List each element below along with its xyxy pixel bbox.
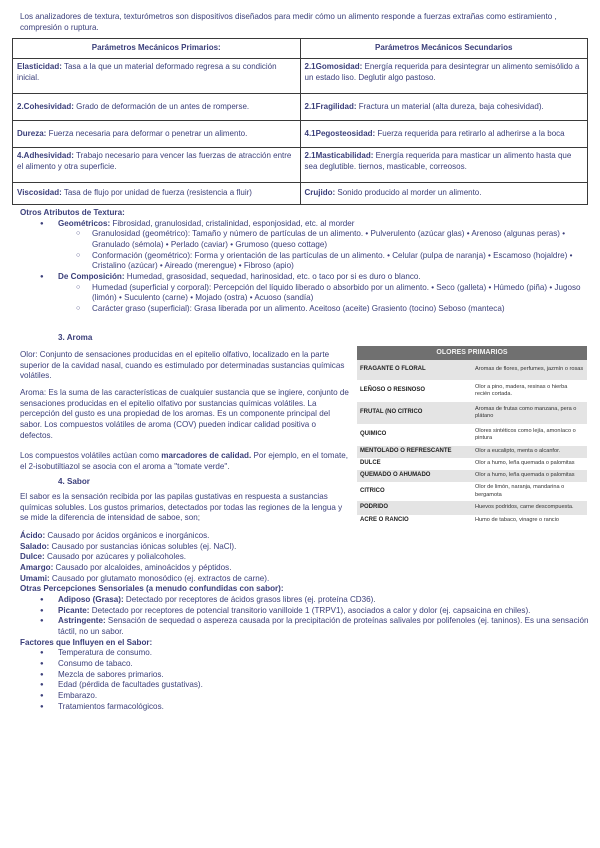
term: Amargo: [20, 563, 54, 573]
odor-category: DULCE [357, 458, 472, 470]
list-item [20, 563, 590, 574]
odor-category: ACRE O RANCIO [357, 515, 472, 527]
table-cell [300, 121, 588, 148]
olor-paragraph: Olor: Conjunto de sensaciones producidas en el epitelio olfativo, localizado en la parte superior de la cavidad nasal, cuando es estimulado por determinadas sustancias químicas volátiles. [20, 350, 345, 381]
term: Dulce: [20, 552, 45, 562]
term: Salado: [20, 541, 50, 551]
term: 4.Adhesividad: [17, 151, 74, 160]
table-cell [300, 183, 588, 205]
odor-category: PODRIDO [357, 501, 472, 515]
term: 4.1Pegosteosidad: [304, 128, 376, 138]
table-cell [13, 59, 301, 94]
section-title: Factores que Influyen en el Sabor: [20, 637, 153, 647]
list-item [20, 595, 590, 606]
odor-description: Olor a eucalipto, menta o alcanfor. [472, 446, 587, 458]
definition: Energía requerida para masticar un alimento hasta que sea deglutible. tiernos, masticable, correosos. [304, 151, 572, 171]
table-row [357, 482, 587, 501]
list-item: ● Mezcla de sabores primarios. [20, 670, 590, 681]
table-row [357, 470, 587, 482]
term: Ácido: [20, 531, 46, 540]
definition: Fuerza requerida para retirarlo al adherirse a la boca [375, 128, 565, 138]
term: De Composición: [58, 272, 125, 282]
aroma-paragraph: Aroma: Es la suma de las características de cualquier sustancia que se ingiere, conjunto de sensaciones producidas en el epitelio olfativo por sustancias químicas volátiles. La percepción del gusto es una propiedad de los aromas. Es un componente principal del sabor. Los compuestos volátiles de aroma (COV) pueden indicar calidad positiva o defectos. [20, 388, 349, 440]
table-row [13, 121, 588, 148]
table-cell [300, 148, 588, 183]
table-cell [13, 183, 301, 205]
list-item: ● Consumo de tabaco. [20, 659, 590, 670]
intro-text: Los analizadores de textura, texturómetros son dispositivos diseñados para medir cómo un alimento responde a fuerzas extrañas como estiramiento , compresión o ruptura. [20, 12, 557, 32]
secondary-params-header: Parámetros Mecánicos Secundarios [300, 39, 588, 59]
term: 2.1Fragilidad: [304, 101, 357, 111]
definition: Tasa a la que un material deformado regresa a su condición inicial. [17, 62, 277, 82]
list-item [20, 616, 590, 637]
definition: Sensación de sequedad o aspereza causada por la precipitación de proteínas salivales por polifenoles (ej. taninos). Es una sensación táctil, no un sabor. [58, 616, 589, 637]
list-item: ● Tratamientos farmacológicos. [20, 702, 590, 713]
list-item: ● Embarazo. [20, 691, 590, 702]
mechanical-parameters-table [12, 38, 588, 205]
definition: Tasa de flujo por unidad de fuerza (resistencia a fluir) [61, 188, 252, 198]
term: Viscosidad: [17, 188, 62, 198]
definition: Grado de deformación de un antes de romperse. [73, 101, 250, 111]
definition: Detectado por receptores de ácidos grasos libres (ej. proteína CD36). [123, 595, 376, 605]
taste-section [20, 531, 590, 712]
odor-category: FRAGANTE O FLORAL [357, 360, 472, 380]
text: marcadores de calidad. [161, 451, 252, 460]
odor-description: Olor a humo, leña quemada o palomitas [472, 470, 587, 482]
table-row [13, 94, 588, 121]
odor-category: QUEMADO O AHUMADO [357, 470, 472, 482]
list-item: ● Edad (pérdida de facultades gustativas). [20, 680, 590, 691]
odors-table-title: OLORES PRIMARIOS [357, 346, 587, 360]
volatiles-paragraph [20, 451, 350, 472]
odor-description: Olor de limón, naranja, mandarina o bergamota [472, 482, 587, 501]
odor-category: MENTOLADO O REFRESCANTE [357, 446, 472, 458]
table-cell [13, 121, 301, 148]
sabor-intro: El sabor es la sensación recibida por las papilas gustativas en respuesta a sustancias químicas solubles. Los gustos primarios, detectados por todas las regiones de la lengua y se mide la diferencia de intensidad de saboe, son; [20, 492, 343, 523]
definition: Fibrosidad, granulosidad, cristalinidad, esponjosidad, etc. al morder [110, 218, 355, 228]
table-cell [13, 94, 301, 121]
definition: Causado por alcaloides, aminoácidos y péptidos. [53, 563, 232, 573]
odor-description: Humo de tabaco, vinagre o rancio [472, 515, 587, 527]
term: Dureza: [17, 128, 47, 138]
section-title: Otros Atributos de Textura: [20, 208, 125, 217]
text: Por ejemplo, en el tomate, el 2-isobutiltiazol se asocia con el aroma a "tomate verde". [20, 451, 348, 471]
list-item [20, 606, 590, 617]
odor-description: Olor a pino, madera, resinas o hierba recién cortada. [472, 380, 587, 402]
table-row [357, 380, 587, 402]
table-row [357, 515, 587, 527]
table-cell [13, 148, 301, 183]
table-row [13, 183, 588, 205]
definition: Humedad, grasosidad, sequedad, harinosidad, etc. o taco por si es duro o blanco. [124, 272, 421, 282]
odor-category: QUIMICO [357, 424, 472, 446]
definition: Causado por ácidos orgánicos e inorgánicos. [45, 531, 210, 540]
odor-category: FRUTAL (NO CITRICO [357, 402, 472, 424]
definition: Causado por glutamato monosódico (ej. extractos de carne). [49, 573, 270, 583]
table-row [357, 424, 587, 446]
list-item [20, 552, 590, 563]
primary-params-header: Parámetros Mecánicos Primarios: [13, 39, 301, 59]
odor-category: LEÑOSO O RESINOSO [357, 380, 472, 402]
table-row [357, 402, 587, 424]
odor-description: Aromas de frutas como manzana, pera o plátano [472, 402, 587, 424]
term: 2.1Gomosidad: [304, 62, 363, 71]
list-item [20, 219, 590, 230]
list-item [20, 574, 590, 585]
definition: Fuerza necesaria para deformar o penetrar un alimento. [46, 128, 248, 138]
text: Los compuestos volátiles actúan como [20, 451, 162, 460]
other-texture-attributes [20, 208, 590, 315]
definition: Energía requerida para desintegrar un alimento semisólido a un estado liso. Deglutir algo pastoso. [304, 62, 580, 82]
sabor-heading: 4. Sabor [58, 477, 90, 486]
term: Geométricos: [58, 218, 111, 228]
table-row [357, 446, 587, 458]
term: Umami: [20, 573, 50, 583]
term: Elasticidad: [17, 62, 62, 71]
table-row [357, 360, 587, 380]
definition: Sonido producido al morder un alimento. [335, 188, 482, 198]
list-item: ○ Humedad (superficial y corporal): Percepción del líquido liberado o absorbido por un alimento. • Seco (galleta) • Húmedo (piña) • Jugoso (limón) • Suculento (carne) • Mojado (ostra) • Acuoso (sandía) [20, 283, 590, 304]
list-item [20, 542, 590, 553]
term: Astringente: [58, 616, 106, 626]
table-row [357, 458, 587, 470]
definition: Fractura un material (alta dureza, baja cohesividad). [356, 101, 544, 111]
definition: Detectado por receptores de potencial transitorio vanilloide 1 (TRPV1), asociados a calor y dolor (ej. capsaicina en chiles). [89, 605, 531, 615]
aroma-heading: 3. Aroma [58, 333, 93, 342]
list-item: ● Temperatura de consumo. [20, 648, 590, 659]
list-item: ○ Granulosidad (geométrico): Tamaño y número de partículas de un alimento. • Pulverulento (azúcar glas) • Arenoso (algunas peras) • Granulado (sémola) • Perlado (caviar) • Grumoso (queso cottage) [20, 229, 590, 250]
section-title: Otras Percepciones Sensoriales (a menudo confundidas con sabor): [20, 584, 284, 594]
term: Picante: [58, 605, 90, 615]
table-cell [300, 94, 588, 121]
term: 2.1Masticabilidad: [304, 151, 374, 160]
odor-description: Olores sintéticos como lejía, amoníaco o pintura [472, 424, 587, 446]
term: Crujido: [304, 188, 336, 198]
definition: Trabajo necesario para vencer las fuerzas de atracción entre el alimento y otra superficie. [17, 151, 292, 171]
table-row [13, 148, 588, 183]
odor-description: Huevos podridos, carne descompuesta. [472, 501, 587, 515]
list-item: ○ Conformación (geométrico): Forma y orientación de las partículas de un alimento. • Celular (pulpa de naranja) • Escamoso (hojaldre) • Cristalino (azúcar) • Aireado (merengue) • Fibroso (apio) [20, 251, 590, 272]
definition: Causado por sustancias iónicas solubles (ej. NaCl). [49, 541, 237, 551]
list-item [20, 272, 590, 283]
definition: Causado por azúcares y polialcoholes. [44, 552, 187, 562]
odor-description: Aromas de flores, perfumes, jazmín o rosas [472, 360, 587, 380]
odor-description: Olor a humo, leña quemada o palomitas [472, 458, 587, 470]
table-row [357, 501, 587, 515]
list-item [20, 531, 590, 542]
term: 2.Cohesividad: [17, 101, 74, 111]
primary-odors-table [357, 346, 587, 527]
table-cell [300, 59, 588, 94]
odor-category: CITRICO [357, 482, 472, 501]
table-row [13, 59, 588, 94]
term: Adiposo (Grasa): [58, 595, 124, 605]
list-item: ○ Carácter graso (superficial): Grasa liberada por un alimento. Aceitoso (aceite) Grasiento (tocino) Seboso (manteca) [20, 304, 590, 315]
